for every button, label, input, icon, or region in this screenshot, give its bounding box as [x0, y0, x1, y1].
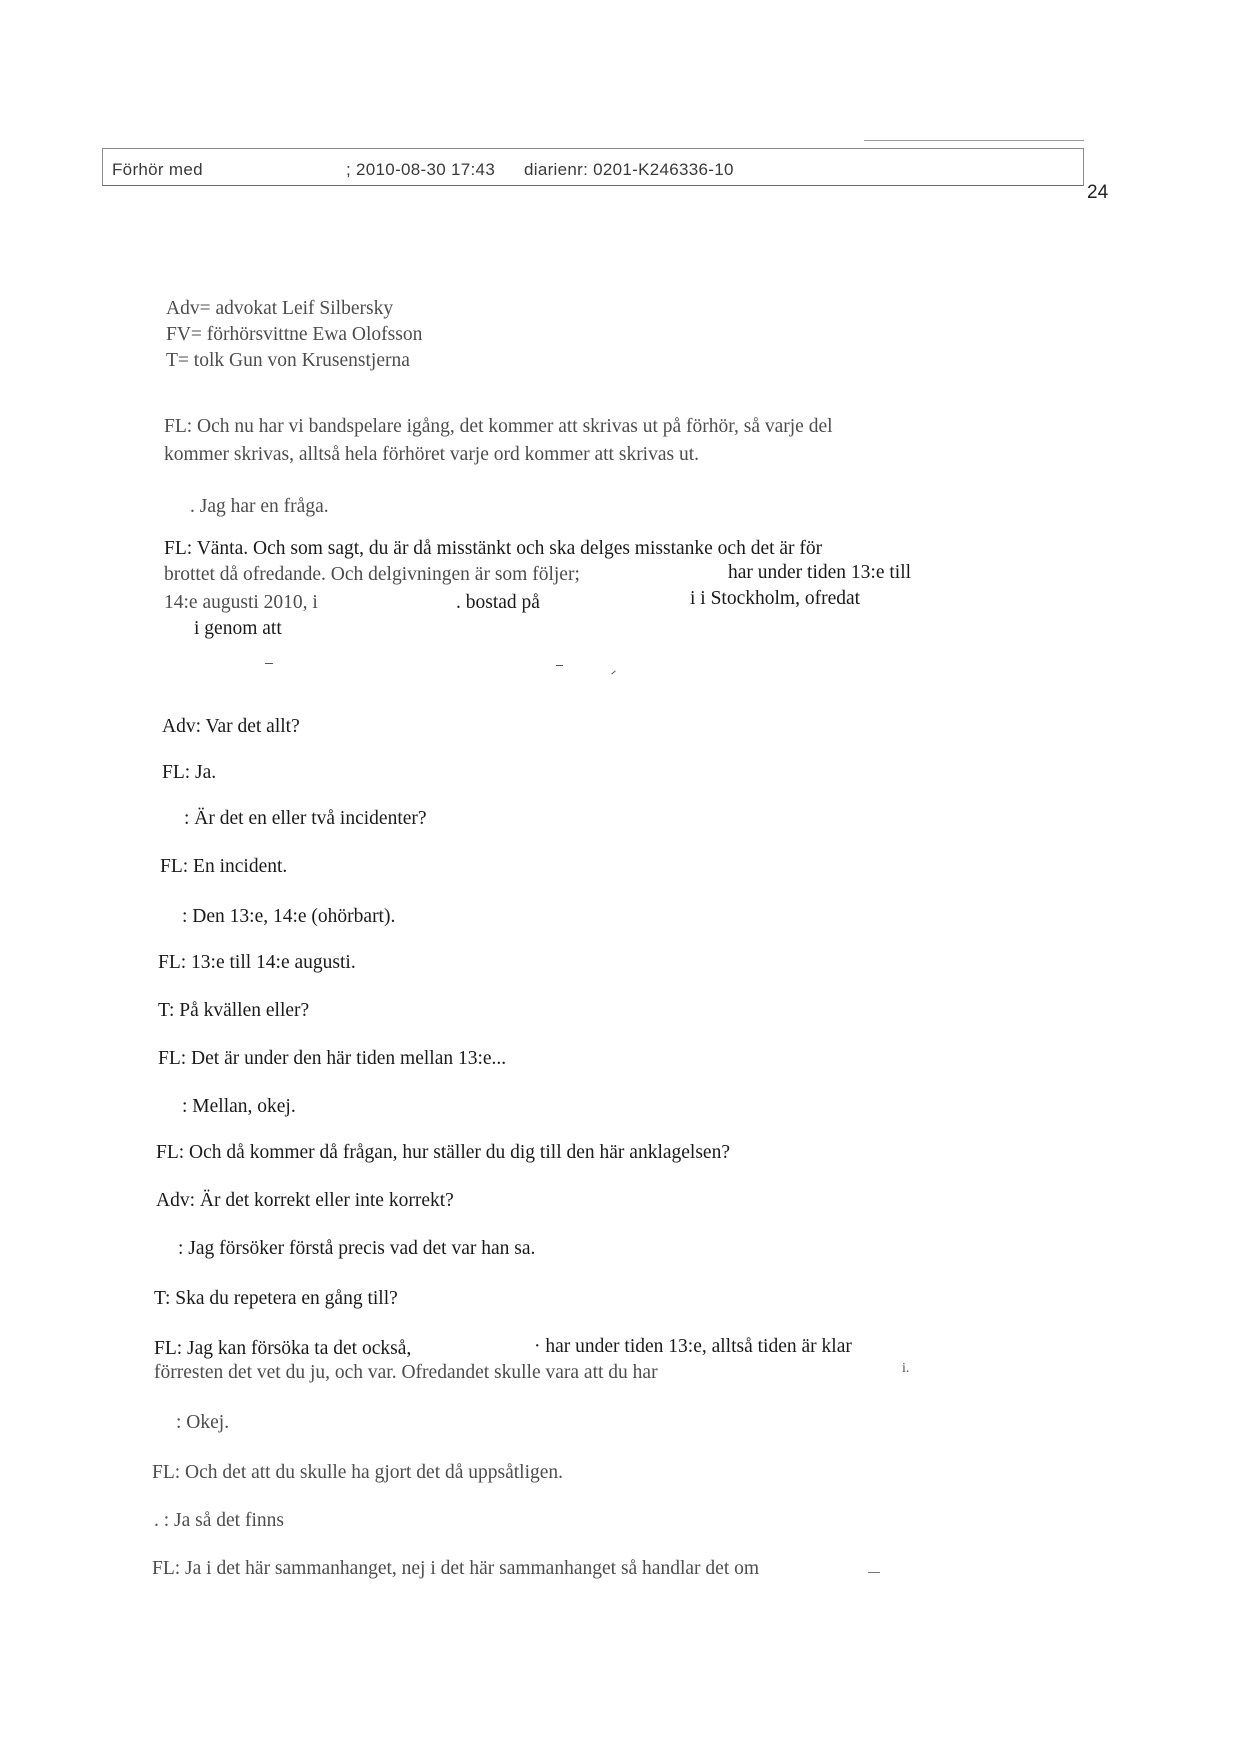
transcript-line: : Jag försöker förstå precis vad det var han sa. [178, 1238, 536, 1259]
transcript-line: FL: Det är under den här tiden mellan 13:e... [158, 1048, 507, 1069]
transcript-line: FL: 13:e till 14:e augusti. [158, 952, 356, 973]
transcript-line: : Mellan, okej. [182, 1096, 296, 1117]
transcript-line: : Är det en eller två incidenter? [184, 808, 427, 829]
transcript-line: brottet då ofredande. Och delgivningen är som följer; [164, 564, 580, 585]
transcript-line: FL: Och nu har vi bandspelare igång, det kommer att skrivas ut på förhör, så varje del [164, 416, 833, 437]
transcript-line: · har under tiden 13:e, alltså tiden är klar [534, 1336, 852, 1357]
header-top-rule [864, 140, 1084, 141]
header-label: Förhör med [112, 160, 203, 179]
trailing-dash [868, 1572, 880, 1573]
transcript-line: . bostad på [456, 592, 540, 613]
transcript-line: FL: Jag kan försöka ta det också, [154, 1338, 412, 1359]
transcript-line: FL: En incident. [160, 856, 288, 877]
page-number: 24 [1087, 182, 1109, 203]
transcript-line: FL: Ja i det här sammanhanget, nej i det här sammanhanget så handlar det om [152, 1558, 760, 1579]
transcript-line: kommer skrivas, alltså hela förhöret varje ord kommer att skrivas ut. [164, 444, 700, 465]
redaction-speck [611, 671, 615, 675]
transcript-line: har under tiden 13:e till [728, 562, 912, 583]
transcript-line: : Den 13:e, 14:e (ohörbart). [182, 906, 396, 927]
transcript-line: FL: Och då kommer då frågan, hur ställer du dig till den här anklagelsen? [156, 1142, 730, 1163]
transcript-mark: i. [902, 1361, 910, 1376]
transcript-line: Adv: Är det korrekt eller inte korrekt? [156, 1190, 454, 1211]
transcript-line: Adv: Var det allt? [162, 716, 300, 737]
transcript-line: . Jag har en fråga. [190, 496, 329, 517]
header-diary-number: diarienr: 0201-K246336-10 [524, 160, 734, 179]
transcript-line: förresten det vet du ju, och var. Ofredandet skulle vara att du har [154, 1362, 658, 1383]
legend-adv: Adv= advokat Leif Silbersky [166, 298, 394, 319]
transcript-line: . : Ja så det finns [154, 1510, 284, 1531]
transcript-line: FL: Vänta. Och som sagt, du är då misstänkt och ska delges misstanke och det är för [164, 538, 823, 559]
transcript-line: T: På kvällen eller? [158, 1000, 310, 1021]
transcript-line: : Okej. [176, 1412, 230, 1433]
redaction-speck [556, 665, 563, 666]
transcript-line: i genom att [194, 618, 282, 639]
transcript-line: FL: Och det att du skulle ha gjort det då uppsåtligen. [152, 1462, 564, 1483]
transcript-line: 14:e augusti 2010, i [164, 592, 318, 613]
transcript-line: i i Stockholm, ofredat [690, 588, 861, 609]
header-date-time: ; 2010-08-30 17:43 [346, 160, 496, 179]
redaction-speck [265, 663, 273, 664]
legend-t: T= tolk Gun von Krusenstjerna [166, 350, 410, 371]
transcript-line: FL: Ja. [162, 762, 217, 783]
legend-fv: FV= förhörsvittne Ewa Olofsson [166, 324, 423, 345]
transcript-line: T: Ska du repetera en gång till? [154, 1288, 398, 1309]
